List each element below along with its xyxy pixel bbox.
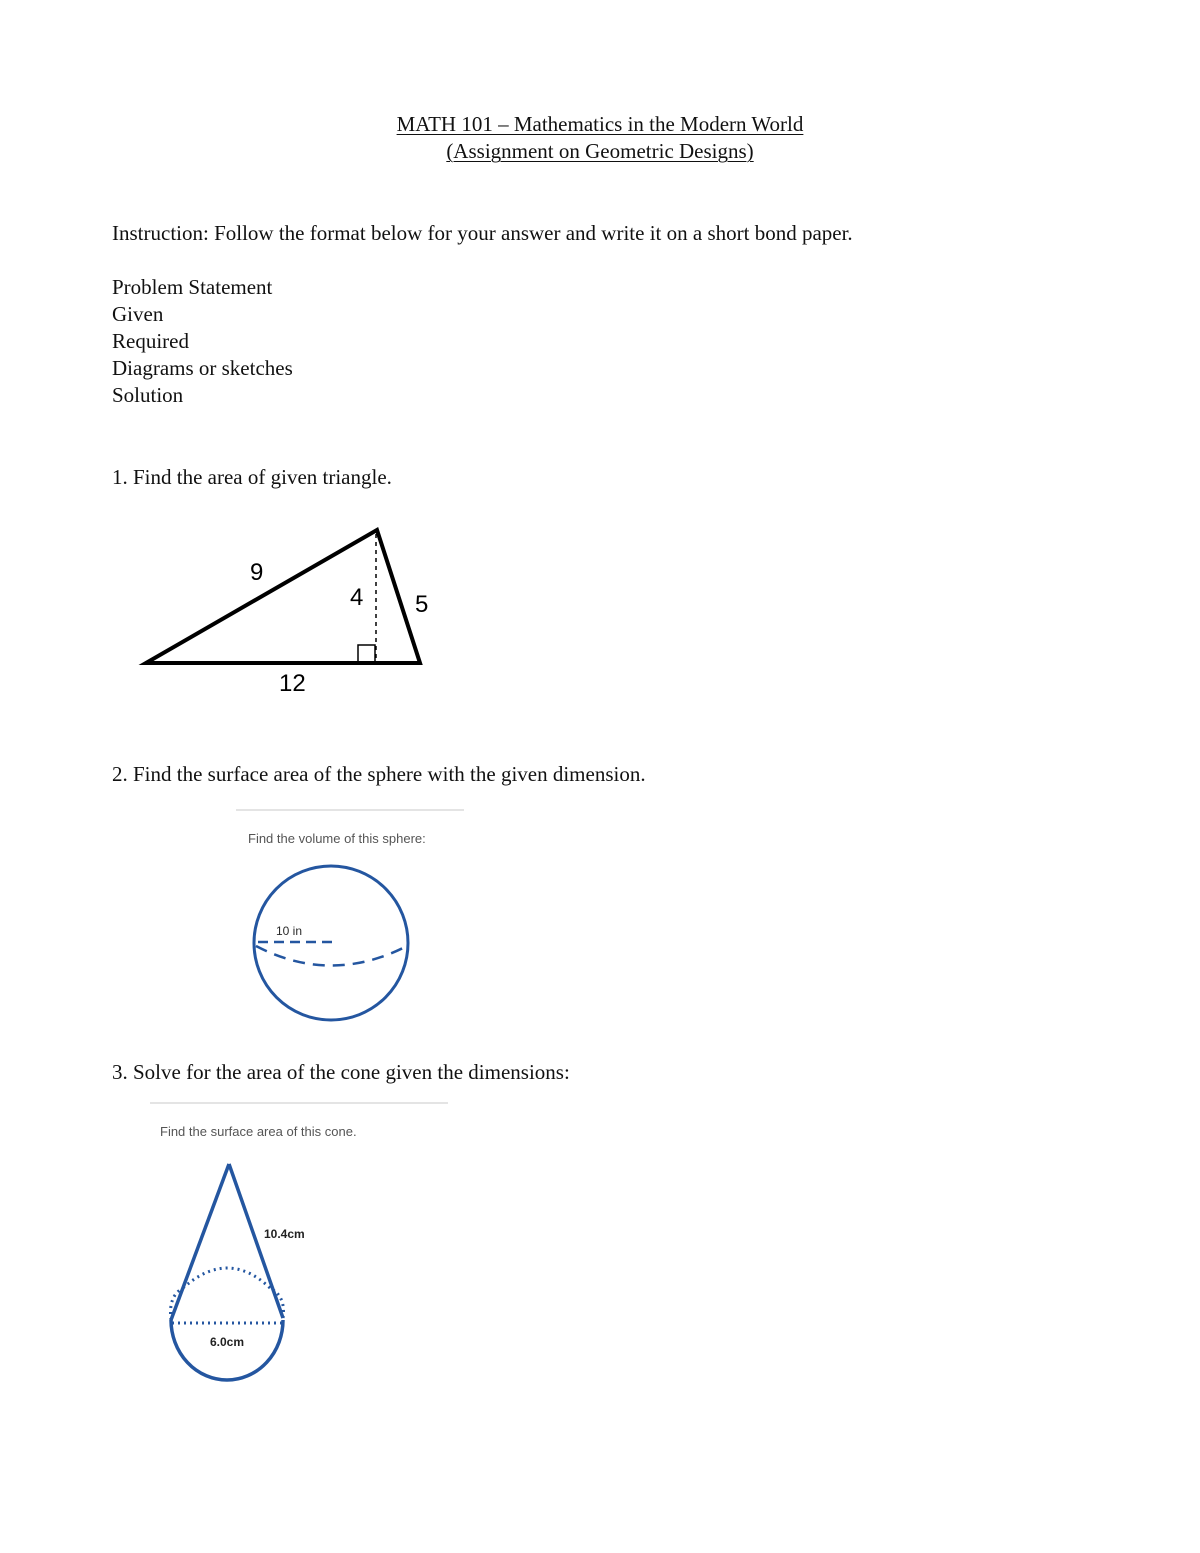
assignment-title: MATH 101 – Mathematics in the Modern World [396,112,804,136]
triangle-label-4: 4 [350,584,364,611]
cone-figure [150,1103,448,1380]
cone-base-arc [171,1320,283,1380]
cone-diameter-label: 6.0cm [210,1335,245,1349]
sphere-figure [236,810,464,1020]
problem-1-prompt: 1. Find the area of given triangle. [112,465,392,489]
right-angle-marker [358,645,375,662]
cone-caption: Find the surface area of this cone. [160,1124,357,1139]
sphere-equator [256,946,407,966]
triangle-figure [146,530,428,697]
triangle-label-12: 12 [279,670,306,697]
format-item-required: Required [112,329,189,353]
cone-back-arc [183,1268,270,1288]
cone-right-side [229,1164,283,1318]
sphere-caption: Find the volume of this sphere: [248,831,426,846]
cone-left-side [171,1164,229,1320]
instruction-text: Instruction: Follow the format below for your answer and write it on a short bond paper. [112,221,853,245]
format-item-problem-statement: Problem Statement [112,275,273,299]
cone-slant-label: 10.4cm [264,1227,305,1241]
triangle-shape [146,530,420,663]
format-item-diagrams: Diagrams or sketches [112,356,293,380]
sphere-radius-label: 10 in [276,924,303,938]
problem-3-prompt: 3. Solve for the area of the cone given the dimensions: [112,1060,570,1084]
assignment-subtitle: (Assignment on Geometric Designs) [446,139,754,163]
triangle-label-5: 5 [415,591,429,618]
format-item-given: Given [112,302,164,326]
format-item-solution: Solution [112,383,184,407]
triangle-label-9: 9 [250,559,264,586]
problem-2-prompt: 2. Find the surface area of the sphere with the given dimension. [112,762,646,786]
